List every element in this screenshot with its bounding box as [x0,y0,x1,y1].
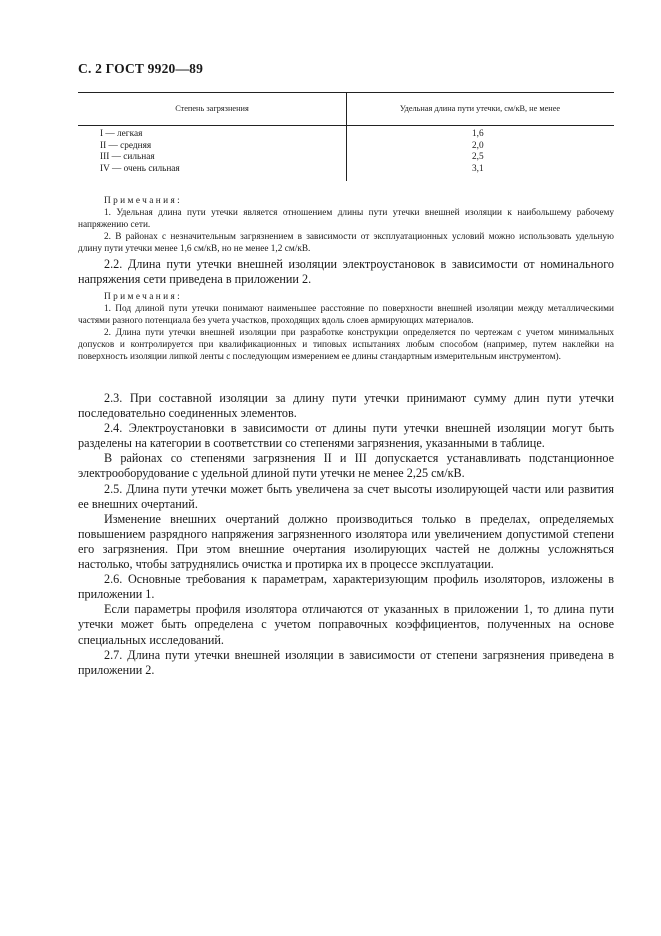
paragraph-2-6: 2.6. Основные требования к параметрам, характеризующим профиль изоляторов, изложены в приложении 1. [78,572,614,602]
body-paragraphs [78,391,614,678]
paragraph-2-2: 2.2. Длина пути утечки внешней изоляции электроустановок в зависимости от номинального напряжения сети приведена в приложении 2. [78,257,614,287]
table-cell-degree: III — сильная [100,152,155,163]
notes-title: Примечания: [104,196,183,206]
table-cell-value: 3,1 [472,163,484,174]
note-item: 1. Удельная длина пути утечки является отношением длины пути утечки внешней изоляции к наибольшему рабочему напряжению сети. [78,208,614,230]
degree-column [100,129,180,175]
notes-title: Примечания: [104,292,183,302]
table-cell-degree: II — средняя [100,140,152,151]
paragraph-2-4-addendum: В районах со степенями загрязнения II и III допускается устанавливать подстанционное электрооборудование с удельной длиной пути утечки не менее 2,25 см/кВ. [78,451,614,481]
note-item: 2. Длина пути утечки внешней изоляции при разработке конструкции определяется по чертежам с учетом минимальных допусков и контролируется при квалификационных и типовых испытаниях любым способом (например, путем наклейки на поверхность изоляции липкой ленты с последующим измерением ее длины стандартным измерительным инструментом). [78,328,614,362]
table-cell-value: 2,0 [472,140,484,151]
paragraph-2-6-addendum: Если параметры профиля изолятора отличаются от указанных в приложении 1, то длина пути утечки может быть определена с учетом поправочных коэффициентов, полученных на основе специальных исследований. [78,602,614,647]
paragraph-2-5: 2.5. Длина пути утечки может быть увеличена за счет высоты изолирующей части или развития ее внешних очертаний. [78,481,614,511]
table-cell-degree: I — легкая [100,129,143,139]
note-item: 1. Под длиной пути утечки понимают наименьшее расстояние по поверхности внешней изоляции между металлическими частями разного потенциала без учета участков, проходящих вдоль слоев армирующих материалов. [78,304,614,326]
paragraph-2-7: 2.7. Длина пути утечки внешней изоляции в зависимости от степени загрязнения приведена в приложении 2. [78,647,614,677]
section-2-2 [78,257,614,287]
table-cell-value: 2,5 [472,152,484,163]
table-header-length: Удельная длина пути утечки, см/кВ, не менее [399,104,561,113]
table-cell-value: 1,6 [472,129,484,139]
table-notes [78,195,614,255]
paragraph-2-3: 2.3. При составной изоляции за длину пути утечки принимают сумму длин пути утечки последовательно соединенных элементов. [78,391,614,421]
paragraph-2-4: 2.4. Электроустановки в зависимости от длины пути утечки внешней изоляции могут быть разделены на категории в соответствии со степенями загрязнения, указанными в таблице. [78,421,614,451]
table-cell-degree: IV — очень сильная [100,163,180,174]
value-column [472,129,484,175]
pollution-table [78,92,614,181]
note-item: 2. В районах с незначительным загрязнением в зависимости от эксплуатационных условий можно использовать удельную длину пути утечки менее 1,6 см/кВ, но не менее 1,2 см/кВ. [78,232,614,254]
section-2-2-notes [78,291,614,363]
table-header-degree: Степень загрязнения [175,104,249,113]
paragraph-2-5-addendum: Изменение внешних очертаний должно производиться только в пределах, определяемых повышением разрядного напряжения загрязненного изолятора или увеличением допустимой степени его загрязнения. При этом внешние очертания изолирующих частей не должны усложняться настолько, чтобы затруднялись очистка и протирка их в процессе эксплуатации. [78,511,614,572]
page-header: С. 2 ГОСТ 9920—89 [78,61,204,76]
